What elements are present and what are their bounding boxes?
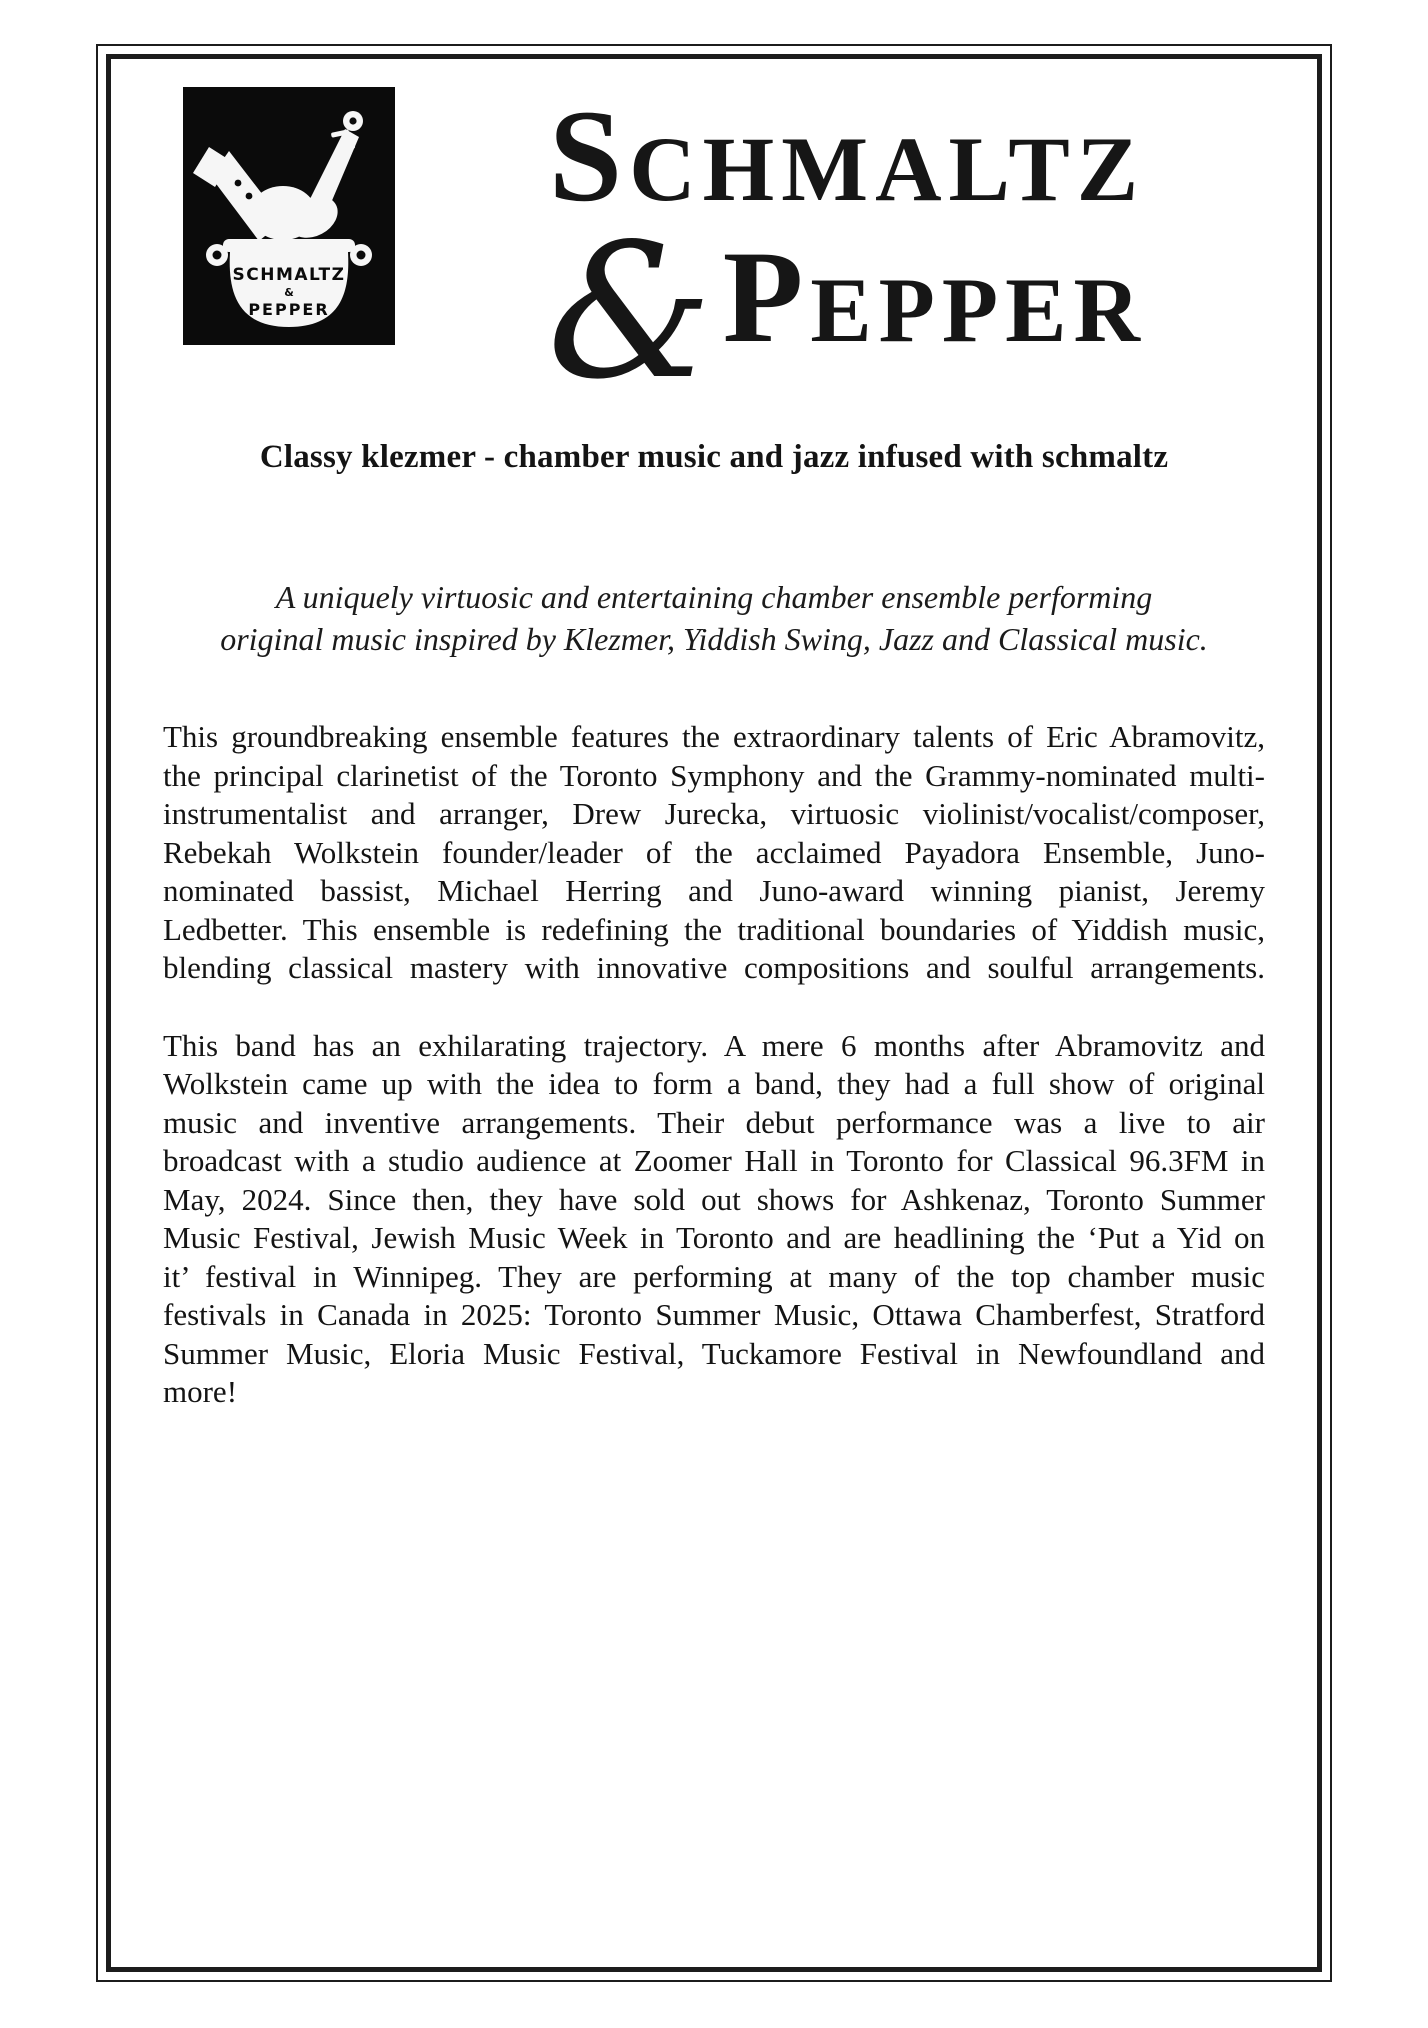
intro-line2: original music inspired by Klezmer, Yiddish Swing, Jazz and Classical music. [220, 621, 1208, 658]
band-title [429, 82, 1265, 420]
pot-with-instruments-logo [183, 87, 395, 345]
band-title-word-schmaltz: Schmaltz [548, 82, 1146, 229]
matzo-ball-icon [250, 186, 316, 240]
pot-text-line3: PEPPER [248, 300, 330, 319]
band-title-line2 [429, 202, 1265, 420]
body-paragraph-2: This band has an exhilarating trajectory. A mere 6 months after Abramovitz and Wolkstein came up with the idea to form a band, they had a full show of original music and inventive arrangements. Their debut performance was a live to air broadcast with a studio audience at Zoomer Hall in Toronto for Classical 96.3FM in May, 2024. Since then, they have sold out shows for Ashkenaz, Toronto Summer Music Festival, Jewish Music Week in Toronto and are headlining the ‘Put a Yid on it’ festival in Winnipeg. They are performing at many of the top chamber music festivals in Canada in 2025: Toronto Summer Music, Ottawa Chamberfest, Stratford Summer Music, Eloria Music Festival, Tuckamore Festival in Newfoundland and more! [163, 1027, 1265, 1410]
masthead [163, 82, 1265, 420]
intro-line1: A uniquely virtuosic and entertaining chamber ensemble performing [275, 579, 1153, 616]
body-paragraph-1: This groundbreaking ensemble features the extraordinary talents of Eric Abramovitz, the principal clarinetist of the Toronto Symphony and the Grammy-nominated multi-instrumentalist and arranger, Drew Jurecka, virtuosic violinist/vocalist/composer, Rebekah Wolkstein founder/leader of the acclaimed Payadora Ensemble, Juno-nominated bassist, Michael Herring and Juno-award winning pianist, Jeremy Ledbetter. This ensemble is redefining the traditional boundaries of Yiddish music, blending classical mastery with innovative compositions and soulful arrangements. [163, 719, 1265, 986]
pot-text-line1: SCHMALTZ [232, 265, 346, 285]
tagline: Classy klezmer - chamber music and jazz infused with schmaltz [259, 439, 1169, 476]
intro-blurb [163, 576, 1265, 660]
body-copy [163, 718, 1265, 1412]
ampersand-glyph: & [547, 202, 713, 420]
pot-text-line2: & [284, 286, 294, 299]
outer-border-frame [96, 44, 1332, 1982]
band-logo [183, 87, 395, 345]
band-title-word-pepper: Pepper [722, 223, 1147, 370]
inner-border-frame [106, 54, 1322, 1972]
